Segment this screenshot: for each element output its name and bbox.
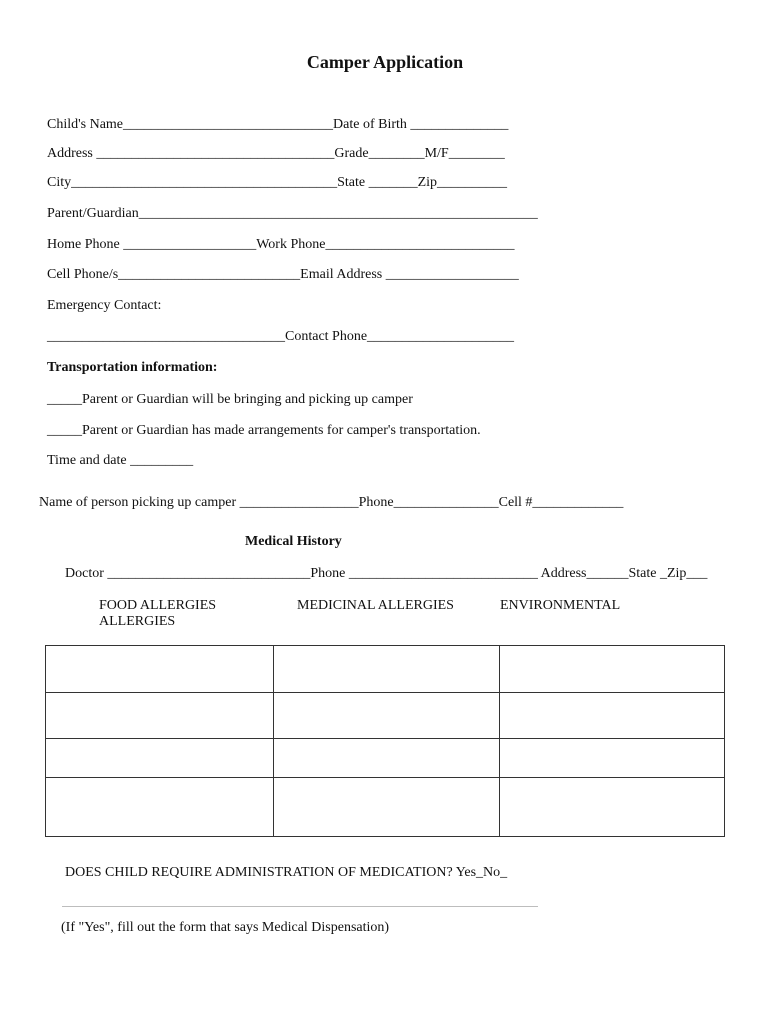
table-cell[interactable]: [500, 739, 725, 778]
medicinal-allergies-header: MEDICINAL ALLERGIES: [297, 598, 454, 613]
transportation-option-parent-pickup[interactable]: _____Parent or Guardian will be bringing and picking up camper: [47, 392, 413, 407]
food-allergies-header: FOOD ALLERGIES ALLERGIES: [99, 598, 217, 629]
table-row: [46, 693, 725, 739]
home-work-phone-line[interactable]: Home Phone ___________________Work Phone___________________________: [47, 237, 515, 252]
medical-history-heading: Medical History: [245, 534, 342, 549]
childs-name-dob-line[interactable]: Child's Name______________________________Date of Birth ______________: [47, 117, 509, 132]
medication-note: (If "Yes", fill out the form that says Medical Dispensation): [61, 920, 390, 935]
table-row: [46, 646, 725, 693]
cell-email-line[interactable]: Cell Phone/s__________________________Email Address ___________________: [47, 267, 519, 282]
medication-question[interactable]: DOES CHILD REQUIRE ADMINISTRATION OF MEDICATION? Yes_No_: [65, 865, 508, 880]
emergency-contact-phone-line[interactable]: __________________________________Contact Phone_____________________: [47, 329, 515, 344]
pickup-person-line[interactable]: Name of person picking up camper _________________Phone_______________Cell #_____________: [39, 495, 624, 510]
page-title: Camper Application: [306, 52, 464, 72]
table-cell[interactable]: [46, 739, 274, 778]
allergies-table: [45, 645, 725, 837]
parent-guardian-line[interactable]: Parent/Guardian_________________________________________________________: [47, 206, 538, 221]
transportation-option-arrangements[interactable]: _____Parent or Guardian has made arrangements for camper's transportation.: [47, 423, 481, 438]
address-grade-line[interactable]: Address __________________________________Grade________M/F________: [47, 146, 505, 161]
environmental-header: ENVIRONMENTAL: [500, 598, 621, 613]
transportation-heading: Transportation information:: [47, 360, 218, 375]
table-row: [46, 739, 725, 778]
table-cell[interactable]: [500, 693, 725, 739]
time-date-line[interactable]: Time and date _________: [47, 453, 194, 468]
table-cell[interactable]: [274, 778, 500, 837]
table-cell[interactable]: [274, 646, 500, 693]
doctor-line[interactable]: Doctor _____________________________Phone ___________________________ Address______State _Zip___: [65, 566, 708, 581]
table-cell[interactable]: [500, 778, 725, 837]
emergency-contact-label: Emergency Contact:: [47, 298, 162, 313]
table-cell[interactable]: [500, 646, 725, 693]
table-cell[interactable]: [274, 693, 500, 739]
table-cell[interactable]: [46, 646, 274, 693]
divider: [62, 906, 538, 907]
table-row: [46, 778, 725, 837]
table-cell[interactable]: [46, 778, 274, 837]
table-cell[interactable]: [46, 693, 274, 739]
city-state-zip-line[interactable]: City______________________________________State _______Zip__________: [47, 175, 508, 190]
table-cell[interactable]: [274, 739, 500, 778]
